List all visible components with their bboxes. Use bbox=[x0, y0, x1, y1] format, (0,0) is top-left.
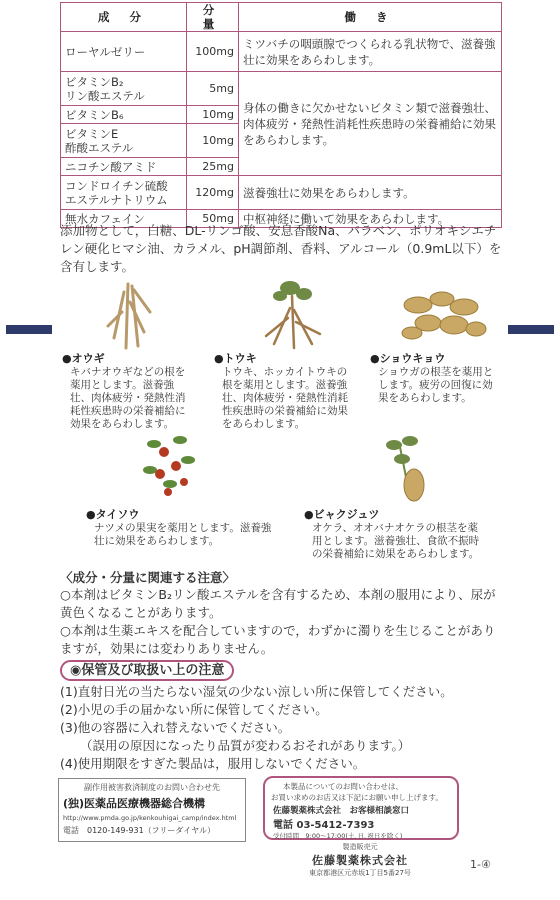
maker-block bbox=[264, 842, 456, 878]
ingredient-amount: 25mg bbox=[187, 158, 239, 176]
ingredient-name: ビタミンB₆ bbox=[61, 106, 187, 124]
caution-item: ○本剤はビタミンB₂リン酸エステルを含有するため、本剤の服用により、尿が黄色くなることがあります。 bbox=[60, 587, 496, 620]
table-row bbox=[61, 72, 502, 106]
table-row bbox=[61, 32, 502, 72]
storage-item: (1)直射日光の当たらない湿気の少ない涼しい所に保管してください。 bbox=[60, 684, 453, 699]
ingredient-table bbox=[60, 2, 502, 228]
ingredient-amount: 120mg bbox=[187, 176, 239, 210]
vitamin-effect: 身体の働きに欠かせないビタミン類で滋養強壮、肉体疲労・発熱性消耗性疾患時の栄養補給に効果をあらわします。 bbox=[239, 72, 502, 176]
herb-touki bbox=[214, 350, 352, 431]
herb-desc: トウキ、ホッカイトウキの根を薬用とします。滋養強壮、肉体疲労・発熱性消耗性疾患時の栄養補給に効果をあらわします。 bbox=[222, 366, 348, 430]
shoukyou-slices-image bbox=[398, 285, 488, 345]
contact-box bbox=[263, 776, 459, 840]
caution-title: 〈成分・分量に関連する注意〉 bbox=[60, 570, 236, 585]
ougi-root-image bbox=[100, 282, 160, 350]
herb-name: ●トウキ bbox=[214, 352, 257, 365]
herb-name: ●タイソウ bbox=[86, 508, 140, 521]
relief-url: http://www.pmda.go.jp/kenkouhigai_camp/index.html bbox=[63, 814, 237, 822]
relief-org: (独)医薬品医療機器総合機構 bbox=[63, 797, 206, 810]
header-ingredient: 成 分 bbox=[61, 3, 187, 32]
ingredient-amount: 10mg bbox=[187, 124, 239, 158]
ingredient-amount: 5mg bbox=[187, 72, 239, 106]
herb-desc: ナツメの果実を薬用とします。滋養強壮に効果をあらわします。 bbox=[94, 522, 272, 547]
ingredient-amount: 100mg bbox=[187, 32, 239, 72]
herb-name: ●ショウキョウ bbox=[370, 352, 446, 365]
storage-item: (3)他の容器に入れ替えないでください。 bbox=[60, 720, 291, 735]
ingredient-effect: ミツバチの咽頭腺でつくられる乳状物で、滋養強壮に効果をあらわします。 bbox=[239, 32, 502, 72]
herb-desc: ショウガの根茎を薬用とします。疲労の回復に効果をあらわします。 bbox=[378, 366, 494, 404]
herb-byakujutsu bbox=[304, 506, 482, 561]
ingredient-amount: 10mg bbox=[187, 106, 239, 124]
herb-name: ●オウギ bbox=[62, 352, 105, 365]
contact-hours: 受付時間 9:00〜17:00(土､日､祝日を除く) bbox=[273, 832, 403, 840]
relief-heading: 副作用被害救済制度のお問い合わせ先 bbox=[84, 783, 220, 792]
herb-desc: オケラ、オオバナオケラの根茎を薬用とします。滋養強壮、食欲不振時の栄養補給に効果をあらわします。 bbox=[312, 522, 480, 560]
byakujutsu-root-image bbox=[380, 433, 440, 503]
ingredient-name: ローヤルゼリー bbox=[61, 32, 187, 72]
storage-item: (2)小児の手の届かない所に保管してください。 bbox=[60, 702, 328, 717]
additives-text: 添加物として，白糖、DL-リンゴ酸、安息香酸Na、パラベン、ポリオキシエチレン硬化ヒマシ油、カラメル、pH調節剤、香料、アルコール（0.9mL以下）を含有します。 bbox=[60, 223, 502, 274]
touki-root-image bbox=[260, 278, 330, 350]
contact-company: 佐藤製薬株式会社 お客様相談窓口 bbox=[273, 806, 410, 816]
storage-item: (4)使用期限をすぎた製品は，服用しないでください。 bbox=[60, 756, 366, 771]
ingredient-name: ビタミンB₂ リン酸エステル bbox=[61, 72, 187, 106]
contact-line2: お買い求めのお店又は下記にお願い申し上げます。 bbox=[271, 793, 443, 802]
storage-header bbox=[60, 659, 234, 678]
right-index-bar bbox=[508, 325, 554, 334]
ingredient-name: ニコチン酸アミド bbox=[61, 158, 187, 176]
ingredient-amount: 50mg bbox=[187, 210, 239, 228]
herb-taisou bbox=[86, 506, 276, 548]
left-index-bar bbox=[6, 325, 52, 334]
maker-address: 東京都港区元赤坂1丁目5番27号 bbox=[309, 869, 411, 877]
header-effect: 働 き bbox=[239, 3, 502, 32]
header-amount: 分 量 bbox=[187, 3, 239, 32]
table-header-row bbox=[61, 3, 502, 32]
relief-info-box bbox=[58, 778, 246, 842]
page-number: 1-④ bbox=[470, 858, 491, 871]
ingredient-name: コンドロイチン硫酸 エステルナトリウム bbox=[61, 176, 187, 210]
ingredient-effect: 中枢神経に働いて効果をあらわします。 bbox=[239, 210, 502, 228]
taisou-fruit-image bbox=[140, 430, 200, 500]
ingredient-effect: 滋養強壮に効果をあらわします。 bbox=[239, 176, 502, 210]
contact-phone: 電話 03-5412-7393 bbox=[273, 820, 375, 831]
ingredient-name: 無水カフェイン bbox=[61, 210, 187, 228]
ingredient-name: ビタミンE 酢酸エステル bbox=[61, 124, 187, 158]
herb-name: ●ビャクジュツ bbox=[304, 508, 380, 521]
maker-label: 製造販売元 bbox=[342, 843, 378, 851]
relief-phone: 電話 0120-149-931（フリーダイヤル） bbox=[63, 826, 216, 835]
herb-desc: キバナオウギなどの根を薬用とします。滋養強壮、肉体疲労・発熱性消耗性疾患時の栄養補給に効果をあらわします。 bbox=[70, 366, 186, 430]
storage-title: ◉保管及び取扱い上の注意 bbox=[60, 660, 234, 681]
table-row bbox=[61, 176, 502, 210]
herb-ougi bbox=[62, 350, 190, 431]
contact-line1: 本製品についてのお問い合わせは、 bbox=[283, 782, 403, 791]
caution-item: ○本剤は生薬エキスを配合していますので，わずかに濁りを生じることがありますが，効果には変わりありません。 bbox=[60, 623, 496, 656]
storage-item: （誤用の原因になったり品質が変わるおそれがあります。） bbox=[80, 738, 411, 753]
maker-name: 佐藤製薬株式会社 bbox=[312, 854, 408, 867]
herb-shoukyou bbox=[370, 350, 500, 405]
